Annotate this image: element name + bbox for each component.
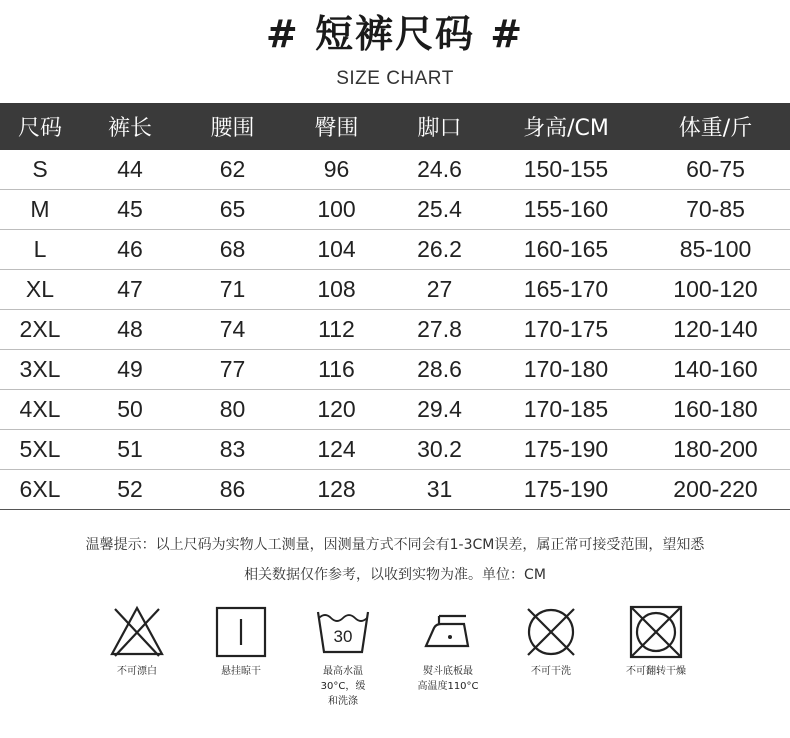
table-cell: 112 [285, 310, 388, 350]
column-header: 脚口 [417, 116, 462, 141]
table-row [0, 230, 790, 270]
table-row [0, 150, 790, 190]
table-cell: 52 [80, 470, 180, 510]
care-label-line-2: 30°C，缓 [320, 681, 366, 692]
care-item-no-dry-clean [496, 604, 606, 679]
table-cell: 6XL [0, 470, 80, 510]
table-cell: 71 [180, 270, 285, 310]
table-cell: 160-180 [641, 390, 790, 430]
table-cell: 200-220 [641, 470, 790, 510]
table-cell: 175-190 [491, 470, 641, 510]
column-header: 体重/斤 [678, 116, 753, 141]
care-item-no-tumble-dry [601, 604, 711, 679]
table-cell: XL [0, 270, 80, 310]
do-not-tumble-dry-icon [628, 604, 684, 660]
table-cell: 65 [180, 190, 285, 230]
wash-temp-label: 30 [333, 627, 353, 646]
table-cell: 104 [285, 230, 388, 270]
do-not-dry-clean-icon [523, 604, 579, 660]
size-table [0, 103, 790, 510]
page-title: # 短裤尺码 # [265, 12, 525, 56]
table-cell: 100 [285, 190, 388, 230]
note-line-1: 温馨提示：以上尺码为实物人工测量，因测量方式不同会有1-3CM误差，属正常可接受范围，望知悉 [85, 537, 705, 553]
table-cell: M [0, 190, 80, 230]
care-label-line-1: 最高水温 [323, 666, 363, 677]
care-label: 不可干洗 [531, 666, 571, 677]
care-item-wash-30 [288, 604, 398, 709]
column-header: 腰围 [210, 116, 255, 141]
table-cell: 5XL [0, 430, 80, 470]
table-cell: 62 [180, 150, 285, 190]
table-cell: 140-160 [641, 350, 790, 390]
table-cell: 28.6 [388, 350, 491, 390]
table-cell: 160-165 [491, 230, 641, 270]
table-row [0, 310, 790, 350]
care-instructions [0, 604, 790, 734]
table-cell: 68 [180, 230, 285, 270]
care-label: 悬挂晾干 [221, 666, 261, 677]
table-cell: 150-155 [491, 150, 641, 190]
measurement-note [10, 530, 780, 590]
table-cell: 86 [180, 470, 285, 510]
table-cell: 3XL [0, 350, 80, 390]
table-cell: 85-100 [641, 230, 790, 270]
care-item-line-dry [186, 604, 296, 679]
care-label: 不可翻转干燥 [626, 666, 686, 677]
table-cell: 175-190 [491, 430, 641, 470]
care-label-line-1: 熨斗底板最 [423, 666, 473, 677]
table-cell: 60-75 [641, 150, 790, 190]
care-item-no-bleach [82, 604, 192, 679]
table-cell: 24.6 [388, 150, 491, 190]
column-header: 身高/CM [523, 116, 609, 141]
table-cell: 80 [180, 390, 285, 430]
table-cell: 31 [388, 470, 491, 510]
table-cell: 30.2 [388, 430, 491, 470]
table-cell: 74 [180, 310, 285, 350]
column-header: 裤长 [107, 116, 152, 141]
table-cell: 120 [285, 390, 388, 430]
table-cell: 165-170 [491, 270, 641, 310]
care-item-iron [393, 604, 503, 694]
table-cell: 77 [180, 350, 285, 390]
note-line-2: 相关数据仅作参考，以收到实物为准。单位：CM [244, 567, 546, 583]
table-cell: 45 [80, 190, 180, 230]
table-cell: 4XL [0, 390, 80, 430]
table-cell: 26.2 [388, 230, 491, 270]
table-cell: 49 [80, 350, 180, 390]
table-cell: 100-120 [641, 270, 790, 310]
table-row [0, 470, 790, 510]
table-cell: 50 [80, 390, 180, 430]
table-cell: 46 [80, 230, 180, 270]
care-label-line-3: 和洗涤 [328, 696, 358, 707]
care-label-line-2: 高温度110°C [417, 681, 479, 692]
table-row [0, 390, 790, 430]
table-cell: 96 [285, 150, 388, 190]
column-header: 臀围 [314, 116, 359, 141]
table-cell: L [0, 230, 80, 270]
header-row [0, 103, 790, 150]
table-cell: 29.4 [388, 390, 491, 430]
table-cell: 170-185 [491, 390, 641, 430]
size-table-header [0, 103, 790, 150]
table-cell: 116 [285, 350, 388, 390]
table-cell: 120-140 [641, 310, 790, 350]
table-cell: 47 [80, 270, 180, 310]
table-cell: 25.4 [388, 190, 491, 230]
table-row [0, 270, 790, 310]
table-cell: 27 [388, 270, 491, 310]
table-cell: 170-180 [491, 350, 641, 390]
table-cell: 51 [80, 430, 180, 470]
size-table-body [0, 150, 790, 510]
care-label [288, 664, 398, 709]
iron-low-icon [420, 604, 476, 660]
table-cell: 2XL [0, 310, 80, 350]
table-cell: 155-160 [491, 190, 641, 230]
table-cell: S [0, 150, 80, 190]
table-cell: 83 [180, 430, 285, 470]
table-cell: 44 [80, 150, 180, 190]
table-row [0, 190, 790, 230]
column-header: 尺码 [17, 116, 62, 141]
table-cell: 128 [285, 470, 388, 510]
table-row [0, 350, 790, 390]
care-label: 不可漂白 [117, 666, 157, 677]
page-subtitle: SIZE CHART [336, 68, 454, 89]
do-not-bleach-icon [109, 604, 165, 660]
table-cell: 124 [285, 430, 388, 470]
table-cell: 108 [285, 270, 388, 310]
care-label [393, 664, 503, 694]
table-cell: 27.8 [388, 310, 491, 350]
line-dry-icon [213, 604, 269, 660]
table-cell: 180-200 [641, 430, 790, 470]
table-row [0, 430, 790, 470]
table-cell: 170-175 [491, 310, 641, 350]
wash-30-icon [315, 604, 371, 660]
table-cell: 70-85 [641, 190, 790, 230]
table-cell: 48 [80, 310, 180, 350]
size-table-container [0, 103, 790, 510]
